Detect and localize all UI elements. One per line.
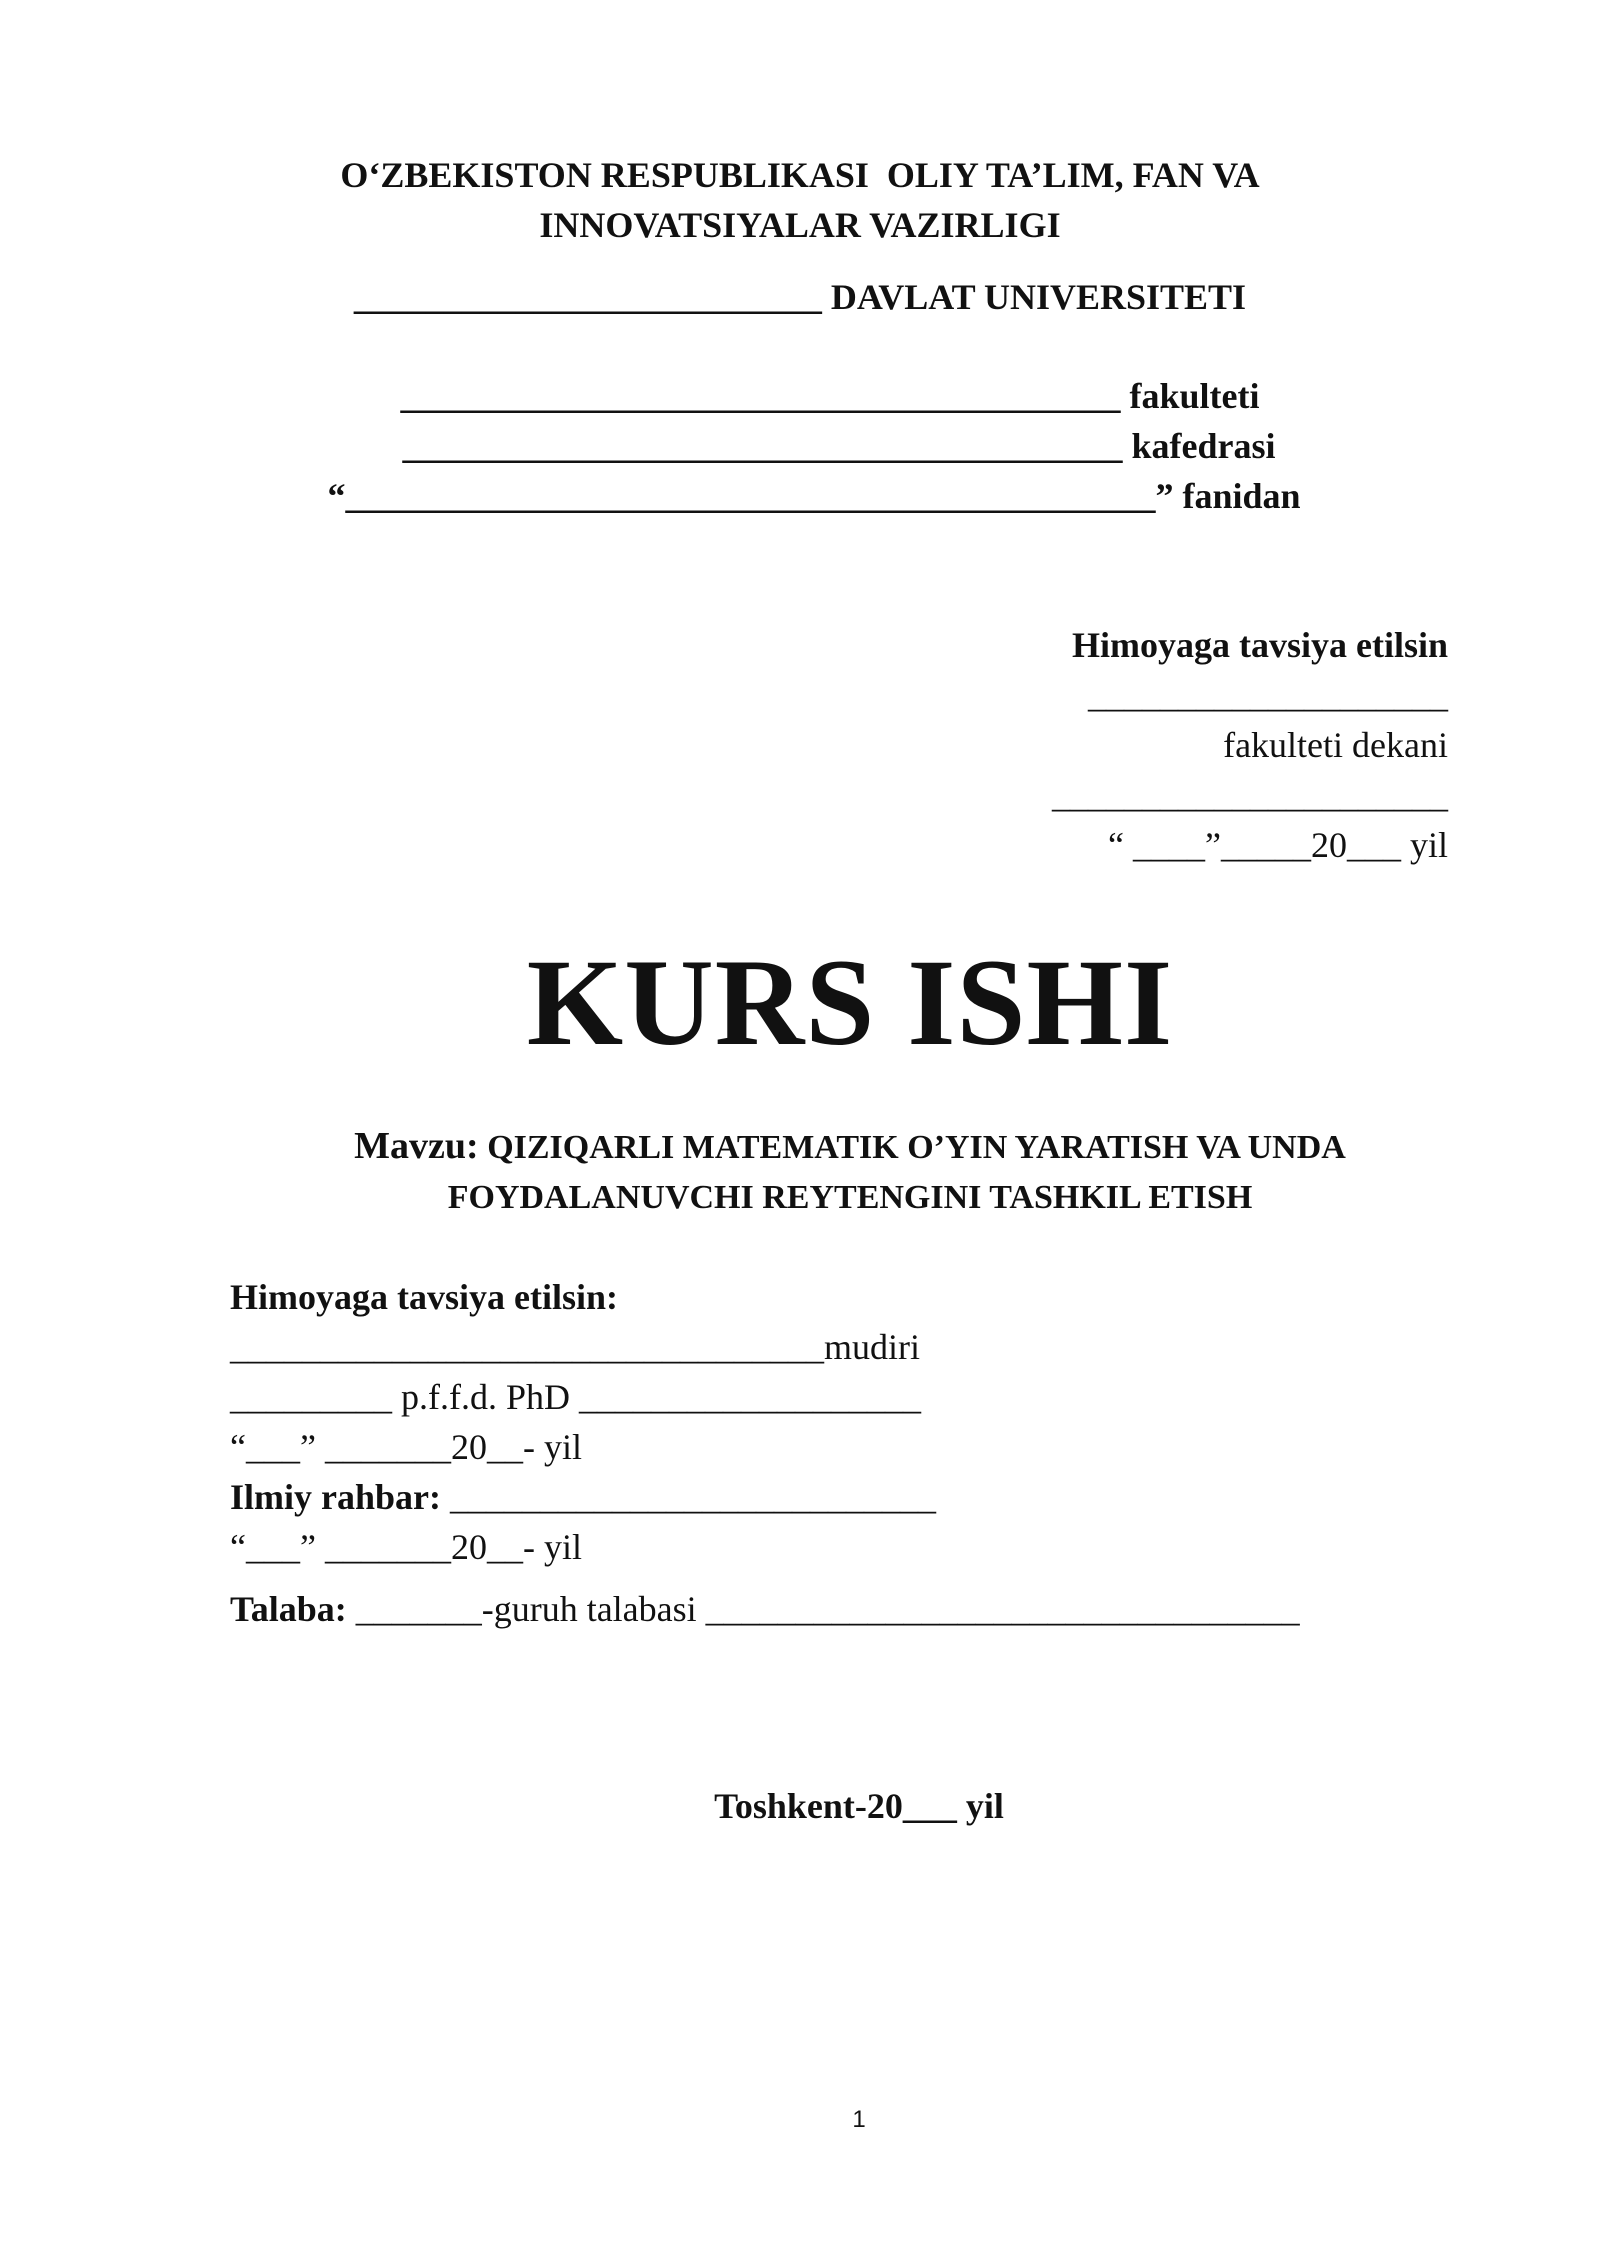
topic-text-1: QIZIQARLI MATEMATIK O’YIN YARATISH VA UNDA — [478, 1129, 1346, 1166]
topic-line-2: FOYDALANUVCHI REYTENGINI TASHKIL ETISH — [447, 1179, 1253, 1216]
page-number: 1 — [852, 2106, 866, 2133]
subject-blank: _____________________________________________ — [345, 476, 1156, 516]
faculty-suffix: fakulteti — [1120, 376, 1260, 416]
subject-line — [0, 474, 1600, 518]
head-label: mudiri — [824, 1327, 920, 1367]
supervisor-label: Ilmiy rahbar: — [230, 1477, 441, 1517]
topic-label: Mavzu: — [354, 1125, 479, 1167]
faculty-blank: ________________________________________ — [400, 376, 1121, 416]
approval-bottom-heading: Himoyaga tavsiya etilsin: — [230, 1277, 618, 1317]
faculty-line — [0, 374, 1600, 418]
subject-open-quote: “ — [327, 476, 346, 516]
head-line — [230, 1325, 920, 1369]
supervisor-line — [230, 1475, 936, 1519]
city-year: Toshkent-20___ yil — [714, 1786, 1004, 1826]
approval-bottom-date-2: “___” _______20__- yil — [230, 1527, 582, 1567]
approval-top-signature-blank: ____________________ — [1088, 675, 1448, 715]
head-blank: _________________________________ — [230, 1327, 824, 1367]
dean-label: fakulteti dekani — [1223, 725, 1448, 765]
phd-line: _________ p.f.f.d. PhD ___________________ — [230, 1377, 921, 1417]
university-blank: __________________________ — [353, 277, 822, 317]
supervisor-blank: ___________________________ — [441, 1477, 936, 1517]
ministry-line-1: O‘ZBEKISTON RESPUBLIKASI OLIY TA’LIM, FAN VA — [340, 155, 1260, 195]
ministry-line-2: INNOVATSIYALAR VAZIRLIGI — [539, 205, 1061, 245]
document-title: KURS ISHI — [526, 934, 1174, 1071]
student-group-line: _______-guruh talabasi _________________________________ — [346, 1589, 1300, 1629]
department-suffix: kafedrasi — [1122, 426, 1276, 466]
university-line — [0, 275, 1600, 319]
student-label: Talaba: — [230, 1589, 347, 1629]
department-blank: ________________________________________ — [402, 426, 1123, 466]
approval-top-date: “ ____”_____20___ yil — [1108, 825, 1448, 865]
department-line — [0, 424, 1600, 468]
approval-top-heading: Himoyaga tavsiya etilsin — [1072, 625, 1448, 665]
subject-suffix: ” fanidan — [1155, 476, 1301, 516]
approval-bottom-date-1: “___” _______20__- yil — [230, 1427, 582, 1467]
university-suffix: DAVLAT UNIVERSITETI — [821, 277, 1247, 317]
student-line — [230, 1587, 1300, 1631]
topic-line-1 — [0, 1124, 1600, 1170]
dean-name-blank: ______________________ — [1052, 775, 1448, 815]
